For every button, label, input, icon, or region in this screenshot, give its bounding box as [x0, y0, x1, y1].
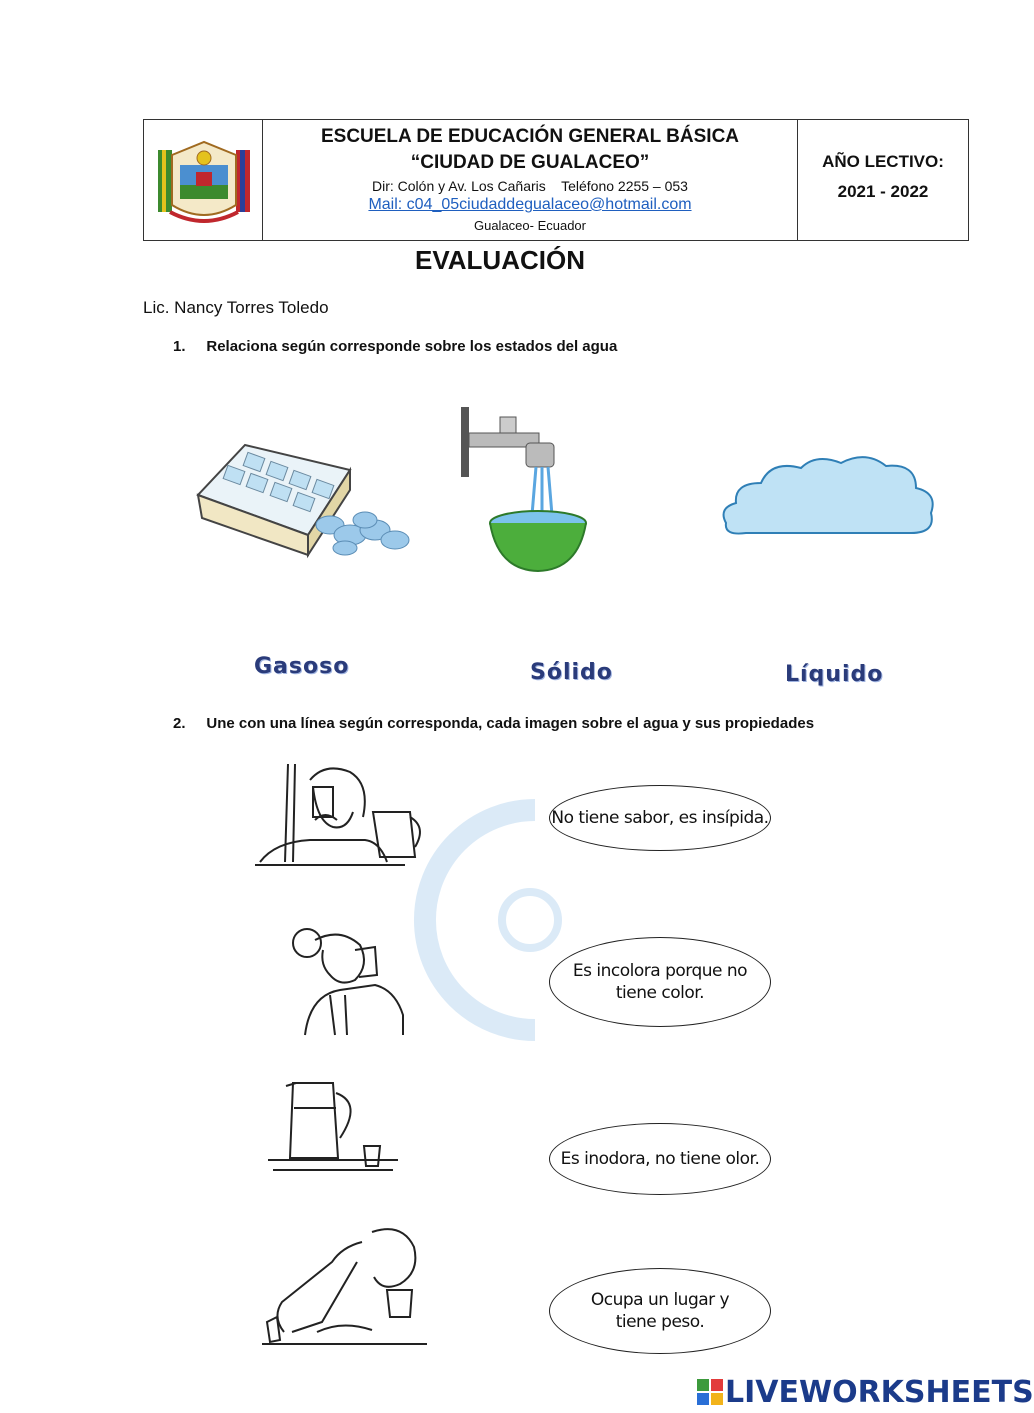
question-1 — [173, 338, 617, 355]
question-1-number: 1. — [173, 338, 186, 355]
school-year-label: AÑO LECTIVO: — [822, 152, 944, 171]
liveworksheets-brand — [725, 1375, 1034, 1410]
pitcher-glass-drawing — [268, 1078, 403, 1176]
teacher-name: Lic. Nancy Torres Toledo — [143, 298, 329, 317]
state-word-3: Líquido — [785, 662, 884, 687]
school-mail-link[interactable]: Mail: c04_05ciudaddegualaceo@hotmail.com — [368, 196, 692, 213]
school-name: ESCUELA DE EDUCACIÓN GENERAL BÁSICA — [320, 126, 740, 147]
question-2-number: 2. — [173, 715, 186, 732]
school-location: Gualaceo- Ecuador — [473, 218, 586, 233]
woman-drinking-drawing — [285, 925, 415, 1037]
faucet-bowl-image — [458, 405, 588, 580]
brand-text: LIVEWORKSHEETS — [725, 1375, 1034, 1410]
question-2-text: Une con una línea según corresponda, cada imagen sobre el agua y sus propiedades — [206, 715, 815, 732]
property-oval-4: Ocupa un lugar y tiene peso. — [549, 1268, 771, 1354]
school-city-name: “CIUDAD DE GUALACEO” — [410, 152, 650, 173]
liveworksheets-logo-icon — [697, 1379, 723, 1405]
property-oval-1: No tiene sabor, es insípida. — [549, 785, 771, 851]
school-year-cell — [798, 120, 968, 240]
watermark-logo — [425, 800, 585, 1040]
question-2 — [173, 715, 814, 732]
state-word-1: Gasoso — [254, 654, 350, 679]
school-year-value: 2021 - 2022 — [837, 182, 929, 201]
property-oval-2: Es incolora porque no tiene color. — [549, 937, 771, 1027]
person-drinking-glass-drawing — [255, 762, 430, 870]
school-info-cell — [263, 120, 798, 240]
property-oval-3: Es inodora, no tiene olor. — [549, 1123, 771, 1195]
page-title: EVALUACIÓN — [415, 245, 585, 275]
school-logo-cell — [144, 120, 263, 240]
school-address: Dir: Colón y Av. Los Cañaris Teléfono 2255 – 053 — [372, 178, 688, 194]
header-table — [143, 119, 969, 241]
cloud-image — [716, 448, 941, 543]
person-smelling-glass-drawing — [262, 1222, 432, 1352]
state-word-2: Sólido — [530, 660, 613, 685]
school-logo — [144, 120, 263, 240]
ice-tray-image — [190, 440, 425, 565]
question-1-text: Relaciona según corresponde sobre los estados del agua — [206, 338, 618, 355]
